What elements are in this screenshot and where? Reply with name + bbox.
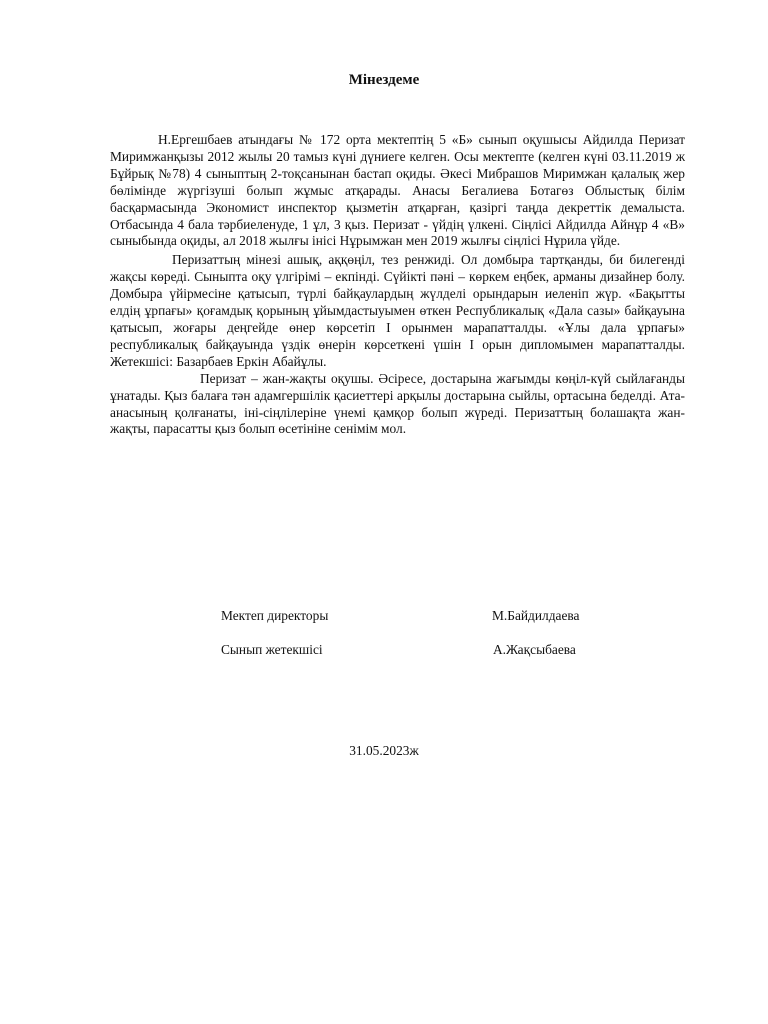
class-teacher-name: А.Жақсыбаева <box>493 642 576 657</box>
director-role-label: Мектеп директоры <box>221 608 329 623</box>
document-date: 31.05.2023ж <box>349 743 419 758</box>
paragraph-3: Перизат – жан-жақты оқушы. Әсіресе, достарына жағымды көңіл-күй сыйлағанды ұнатады. Қыз балаға тән адамгершілік қасиеттері арқылы достарына сыйлы, ортасына беделді. Ата-анасының қолғанаты, іні-сіңлілеріне үнемі қамқор болып жүреді. Перизаттың болашақта жан-жақты, парасатты қыз болып өсетініне сенімім мол. <box>110 370 685 437</box>
paragraph-2: Перизаттың мінезі ашық, аққөңіл, тез ренжиді. Ол домбыра тартқанды, би билегенді жақсы көреді. Сыныпта оқу үлгірімі – екпінді. Сүйікті пәні – көркем еңбек, арманы дизайнер болу. Домбыра үйірмесіне қатысып, түрлі байқаулардың жүлделі орындарын иеленіп жүр. «Бақытты елдің ұрпағы» қоғамдық қорының ұйымдастыуымен өткен Республикалық «Дала сазы» байқауына қатысып, жоғары деңгейде өнер көрсетіп І орынмен марапатталды. «Ұлы дала ұрпағы» республикалық байқауында үздік өнерін көрсеткені үшін І орын дипломымен марапатталды. Жетекшісі: Базарбаев Еркін Абайұлы. <box>110 252 685 369</box>
document-title: Мінездеме <box>348 72 420 88</box>
document-body <box>110 132 685 438</box>
director-name: М.Байдилдаева <box>492 608 580 623</box>
class-teacher-role-label: Сынып жетекшісі <box>221 642 323 657</box>
paragraph-1: Н.Ергешбаев атындағы № 172 орта мектептің 5 «Б» сынып оқушысы Айдилда Перизат Миримжанқызы 2012 жылы 20 тамыз күні дүниеге келген. Осы мектепте (келген күні 03.11.2019 ж Бұйрық №78) 4 сыныптың 2-тоқсанынан бастап оқиды. Әкесі Мибрашов Миримжан қалалық жер бөлімінде жүргізуші болып жұмыс атқарады. Анасы Бегалиева Ботагөз Облыстық білім басқармасында Экономист инспектор қызметін атқарған, қазіргі таңда декреттік демалыста. Отбасында 4 бала тәрбиеленуде, 1 ұл, 3 қыз. Перизат - үйдің үлкені. Сіңлісі Айдилда Айнұр 4 «В» сыныбында оқиды, ал 2018 жылғы інісі Нұрымжан мен 2019 жылғы сіңлісі Нұрила үйде. <box>110 132 685 249</box>
